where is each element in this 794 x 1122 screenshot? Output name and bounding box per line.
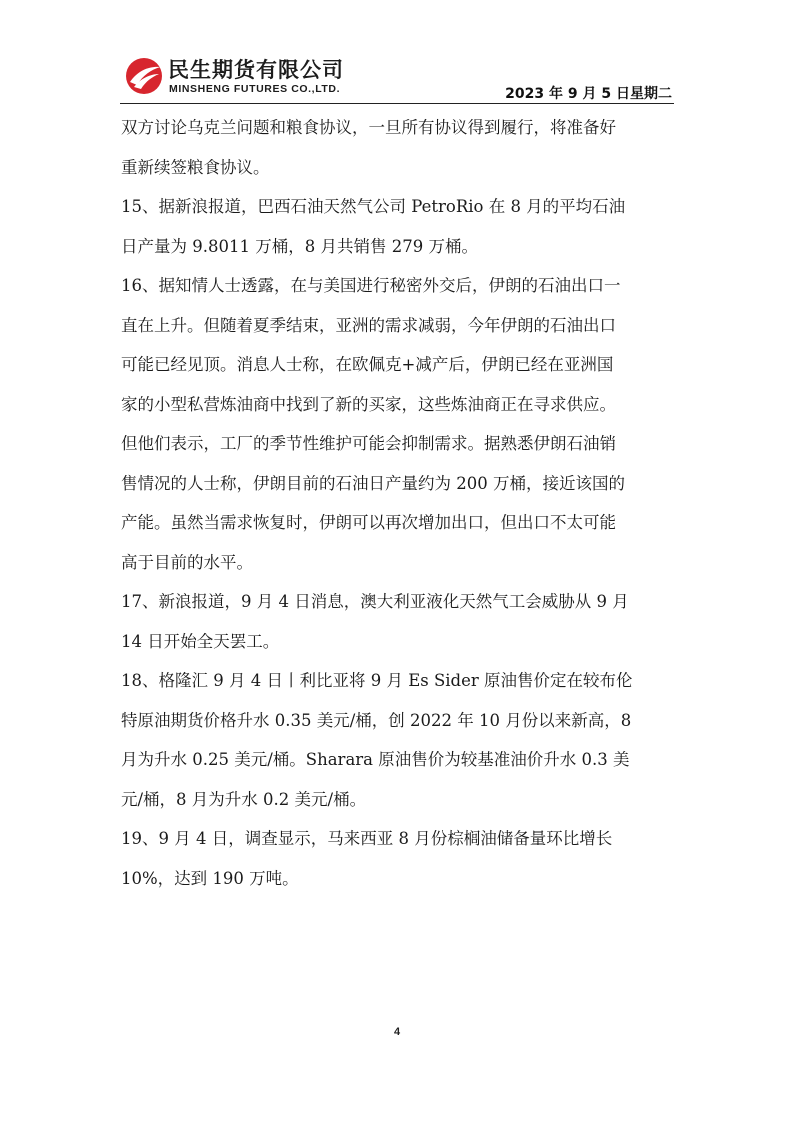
text-line: 售情况的人士称，伊朗目前的石油日产量约为 200 万桶，接近该国的 [121, 473, 625, 493]
minsheng-logo-icon [124, 56, 164, 96]
page-number: 4 [393, 1026, 401, 1038]
text-line: 高于目前的水平。 [121, 552, 253, 572]
text-line: 产能。虽然当需求恢复时，伊朗可以再次增加出口，但出口不太可能 [121, 513, 616, 532]
text-line: 但他们表示，工厂的季节性维护可能会抑制需求。据熟悉伊朗石油销 [121, 434, 616, 453]
text-line: 月为升水 0.25 美元/桶。Sharara 原油售价为较基准油价升水 0.3 美 [121, 750, 630, 769]
text-line: 直在上升。但随着夏季结束，亚洲的需求减弱，今年伊朗的石油出口 [121, 315, 616, 335]
header-divider [120, 103, 674, 104]
text-line: 16、据知情人士透露，在与美国进行秘密外交后，伊朗的石油出口一 [121, 276, 621, 295]
company-logo [124, 54, 364, 100]
page-header [0, 0, 794, 110]
text-line: 可能已经见顶。消息人士称，在欧佩克+减产后，伊朗已经在亚洲国 [121, 355, 614, 374]
company-name-en: MINSHENG FUTURES CO.,LTD. [169, 83, 341, 95]
text-line: 日产量为 9.8011 万桶，8 月共销售 279 万桶。 [121, 236, 478, 256]
text-line: 重新续签粮食协议。 [121, 157, 270, 177]
text-line: 15、据新浪报道，巴西石油天然气公司 PetroRio 在 8 月的平均石油 [121, 197, 626, 216]
text-line: 元/桶，8 月为升水 0.2 美元/桶。 [121, 789, 367, 809]
text-line: 19、9 月 4 日，调查显示，马来西亚 8 月份棕榈油储备量环比增长 [121, 829, 613, 848]
article-body [121, 108, 681, 898]
text-line: 14 日开始全天罢工。 [121, 631, 280, 651]
text-line: 10%，达到 190 万吨。 [121, 868, 299, 888]
text-line: 双方讨论乌克兰问题和粮食协议，一旦所有协议得到履行，将准备好 [121, 118, 616, 137]
text-line: 18、格隆汇 9 月 4 日丨利比亚将 9 月 Es Sider 原油售价定在较布伦 [121, 671, 633, 690]
text-line: 特原油期货价格升水 0.35 美元/桶，创 2022 年 10 月份以来新高，8 [121, 710, 632, 730]
text-line: 17、新浪报道，9 月 4 日消息，澳大利亚液化天然气工会威胁从 9 月 [121, 592, 629, 611]
text-line: 家的小型私营炼油商中找到了新的买家，这些炼油商正在寻求供应。 [121, 394, 616, 414]
company-name-cn: 民生期货有限公司 [168, 58, 344, 82]
report-date: 2023 年 9 月 5 日星期二 [505, 86, 672, 102]
